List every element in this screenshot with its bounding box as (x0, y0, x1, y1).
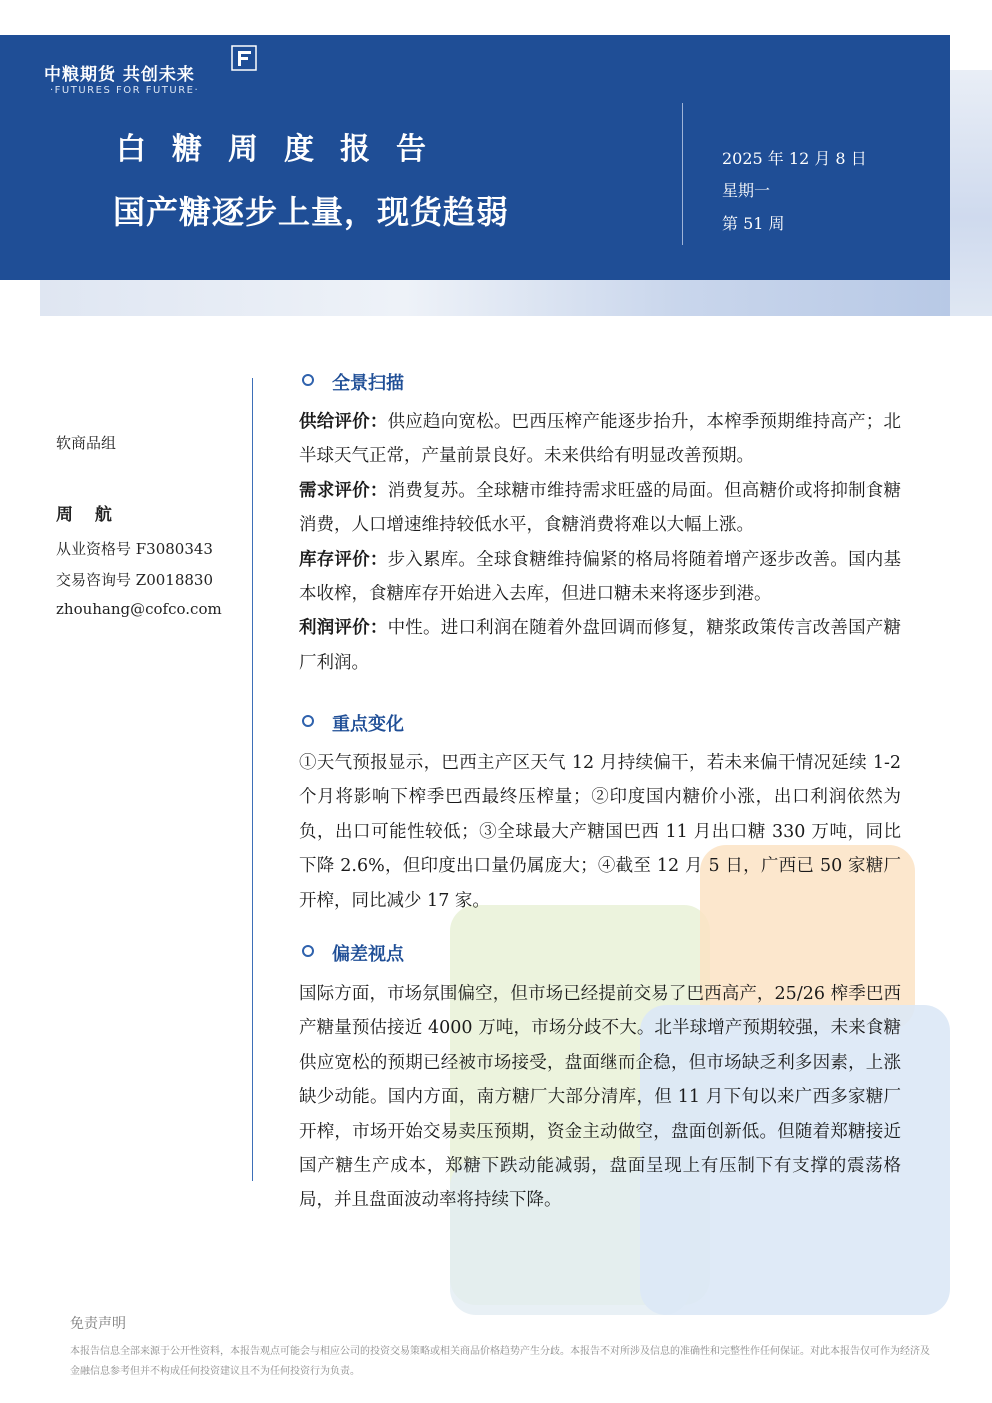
profit-text: 中性。进口利润在随着外盘回调而修复，糖浆政策传言改善国产糖厂利润。 (299, 618, 901, 673)
report-subtitle: 国产糖逐步上量，现货趋弱 (113, 193, 510, 231)
header-divider (682, 103, 683, 245)
section-title: 全景扫描 (332, 373, 404, 394)
section-title: 重点变化 (332, 714, 404, 735)
author-advisory-number: 交易咨询号 Z0018830 (56, 571, 213, 589)
overview-body (299, 405, 901, 680)
section-title: 偏差视点 (332, 944, 404, 965)
inventory-text: 步入累库。全球食糖维持偏紧的格局将随着增产逐步改善。国内基本收榨，食糖库存开始进入去库，但进口糖未来将逐步到港。 (299, 549, 901, 605)
changes-body (299, 746, 901, 918)
report-week-number: 第 51 周 (722, 214, 785, 233)
section-heading-changes (302, 710, 404, 736)
supply-label: 供给评价： (299, 412, 388, 432)
banner-photo-strip (40, 280, 950, 316)
bias-text: 国际方面，市场氛围偏空，但市场已经提前交易了巴西高产，25/26 榨季巴西产糖量预估接近 4000 万吨，市场分歧不大。北半球增产预期较强，未来食糖供应宽松的预期已经被市场接受，盘面继而企稳，但市场缺乏利多因素，上涨缺少动能。国内方面，南方糖厂大部分清库，但 11 月下旬以来广西多家糖厂开榨，市场开始交易卖压预期，资金主动做空，盘面创新低。但随着郑糖接近国产糖生产成本，郑糖下跌动能减弱，盘面呈现上有压制下有支撑的震荡格局，并且盘面波动率将持续下降。 (299, 984, 901, 1211)
report-date: 2025 年 12 月 8 日 (722, 149, 867, 168)
bullet-circle-icon (302, 374, 314, 386)
section-heading-bias (302, 940, 404, 966)
section-heading-overview (302, 369, 404, 395)
bullet-circle-icon (302, 715, 314, 727)
demand-text: 消费复苏。全球糖市维持需求旺盛的局面。但高糖价或将抑制食糖消费，人口增速维持较低水平，食糖消费将难以大幅上涨。 (299, 480, 901, 536)
author-email: zhouhang@cofco.com (56, 600, 222, 618)
bullet-circle-icon (302, 945, 314, 957)
author-name: 周 航 (56, 505, 120, 525)
report-weekday: 星期一 (722, 181, 771, 200)
supply-text: 供应趋向宽松。巴西压榨产能逐步抬升，本榨季预期维持高产；北半球天气正常，产量前景良好。未来供给有明显改善预期。 (299, 412, 901, 467)
inventory-label: 库存评价： (299, 549, 388, 570)
company-logo-text: 中粮期货 共创未来 (44, 65, 195, 85)
column-divider (252, 378, 253, 1181)
banner-photo-edge (950, 70, 992, 316)
report-title: 白糖周度报告 (116, 132, 452, 167)
bias-body (299, 977, 901, 1218)
profit-label: 利润评价： (299, 618, 388, 639)
author-group: 软商品组 (56, 434, 117, 452)
company-logo-icon (231, 45, 257, 71)
author-license: 从业资格号 F3080343 (56, 540, 213, 558)
disclaimer-text: 本报告信息全部来源于公开性资料，本报告观点可能会与相应公司的投资交易策略或相关商品价格趋势产生分歧。本报告不对所涉及信息的准确性和完整性作任何保证。对此本报告仅可作为经济及金融信息参考但并不构成任何投资建议且不为任何投资行为负责。 (70, 1346, 930, 1377)
changes-text: ①天气预报显示，巴西主产区天气 12 月持续偏干，若未来偏干情况延续 1-2 个月将影响下榨季巴西最终压榨量；②印度国内糖价小涨，出口利润依然为负，出口可能性较低；③全球最大产糖国巴西 11 月出口糖 330 万吨，同比下降 2.6%，但印度出口量仍属庞大；④截至 12 月 5 日，广西已 50 家糖厂开榨，同比减少 17 家。 (299, 753, 901, 911)
disclaimer-title: 免责声明 (70, 1316, 126, 1332)
demand-label: 需求评价： (299, 480, 388, 501)
company-slogan: ·FUTURES FOR FUTURE· (50, 85, 200, 96)
